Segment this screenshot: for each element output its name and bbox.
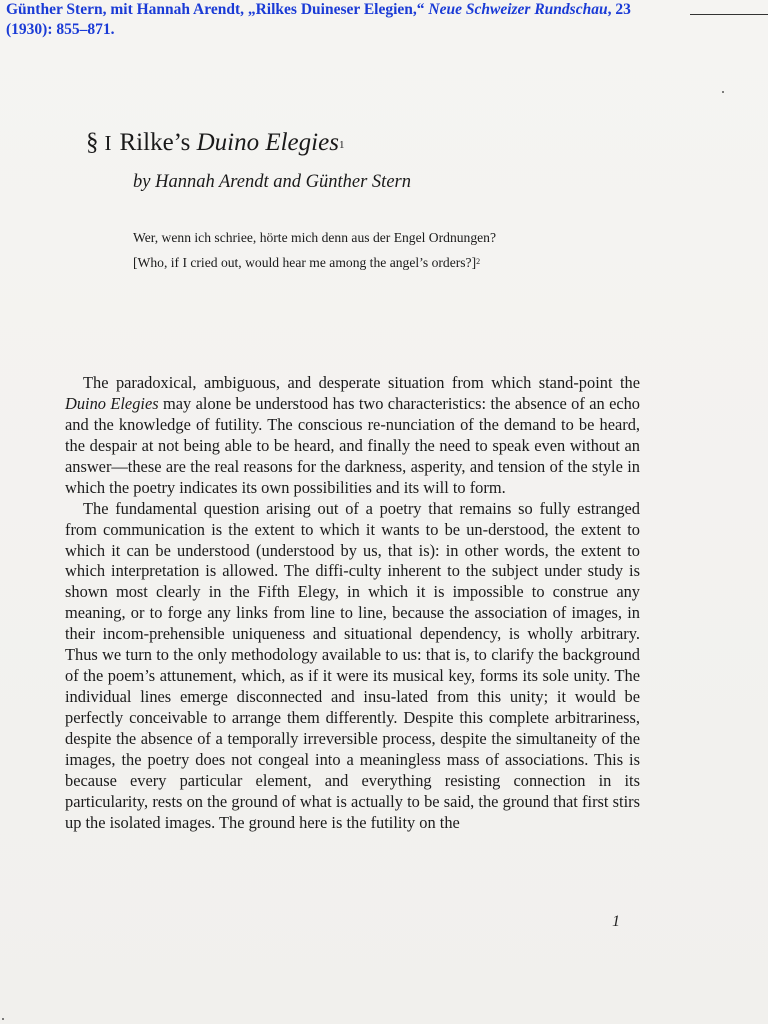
- section-mark: §: [86, 129, 99, 156]
- paragraph-1-end: may alone be understood has two characteristics: the absence of an echo and the knowledge of futility. The conscious re-nunciation of the demand to be heard, the despair at not being able to be heard, and finally the need to speak even without an answer—these are the real reasons for the darkness, asperity, and tension of the style in which the poetry indicates its own possibilities and its will to form.: [65, 393, 641, 497]
- epigraph-english: [Who, if I cried out, would hear me among the angel’s orders?]: [133, 255, 477, 270]
- citation-authors-title: Günther Stern, mit Hannah Arendt, „Rilkes Duineser Elegien,“: [6, 1, 429, 18]
- heading-title-plain: Rilke’s: [119, 129, 197, 156]
- scan-speck: [722, 91, 724, 93]
- citation-volume: , 23: [607, 1, 631, 18]
- citation-header: [6, 0, 746, 40]
- page-number: 1: [612, 913, 620, 930]
- paragraph-1-italic-title: Duino Elegies: [65, 393, 159, 413]
- epigraph-german: Wer, wenn ich schriee, hörte mich denn aus der Engel Ordnungen?: [133, 230, 496, 245]
- paragraph-2: The fundamental question arising out of a poetry that remains so fully estranged from communication is the extent to which it wants to be un-derstood, the extent to which it can be understood (understood by us, that is): in other words, the extent to which interpretation is allowed. The diffi-culty inherent to the subject under study is shown most clearly in the Fifth Elegy, in which it is impossible to construe any meaning, or to forge any links from line to line, because the association of images, in their incom-prehensible uniqueness and situational dependency, is wholly arbitrary. Thus we turn to the only methodology available to us: that is, to clarify the background of the poem’s attunement, which, as if it were its musical key, forms its sole unity. The individual lines emerge disconnected and insu-lated from this unity; it would be perfectly conceivable to arrange them differently. Despite this complete arbitrariness, despite the absence of a temporally irreversible process, despite the simultaneity of the images, the poetry does not congeal into a meaningless mass of associations. This is because every particular element, and everything resisting connection in its particularity, rests on the ground of what is actually to be said, the ground that first stirs up the isolated images. The ground here is the futility on the: [65, 498, 640, 832]
- citation-year-pages: (1930): 855–871.: [6, 21, 115, 38]
- section-heading: [86, 128, 344, 158]
- heading-title-italic: Duino Elegies: [196, 129, 339, 156]
- paragraph-1: [65, 373, 640, 499]
- top-rule-divider: [690, 14, 768, 15]
- epigraph-english-line: [133, 250, 496, 275]
- section-number: I: [104, 131, 112, 155]
- epigraph-footnote-mark: 2: [476, 257, 481, 266]
- body-text: [65, 373, 640, 834]
- heading-footnote-mark: 1: [338, 139, 345, 151]
- article-authors: by Hannah Arendt and Günther Stern: [133, 172, 411, 192]
- epigraph: [133, 225, 496, 275]
- scan-speck: [2, 1018, 4, 1020]
- paragraph-1-start: The paradoxical, ambiguous, and desperate situation from which stand-point the: [83, 373, 640, 392]
- citation-journal: Neue Schweizer Rundschau: [428, 1, 608, 18]
